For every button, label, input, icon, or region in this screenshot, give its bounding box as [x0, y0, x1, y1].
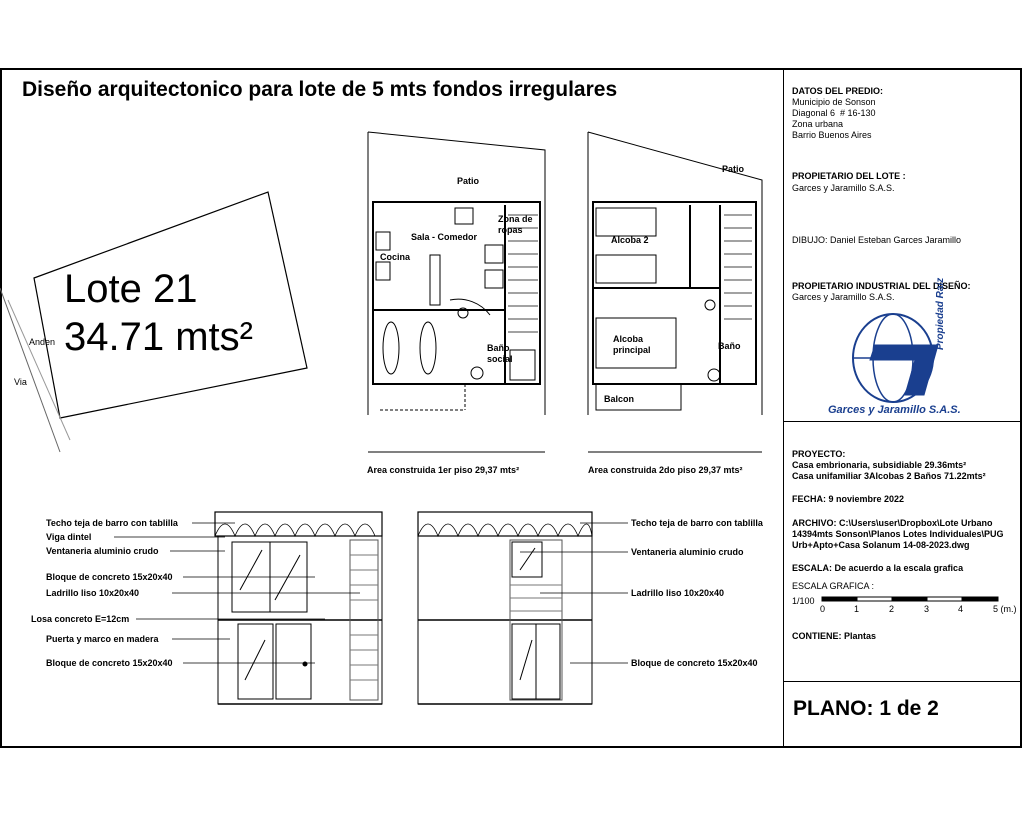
propietario-title: PROPIETARIO DEL LOTE :	[792, 171, 906, 181]
anden-label: Anden	[29, 337, 56, 347]
elev-left-label-8: Bloque de concreto 15x20x40	[46, 658, 173, 668]
proyecto-title: PROYECTO:	[792, 449, 846, 459]
prop-industrial-value: Garces y Jaramillo S.A.S.	[792, 292, 895, 302]
prop-industrial-title: PROPIETARIO INDUSTRIAL DEL DISEÑO:	[792, 281, 971, 291]
logo-company-name: Garces y Jaramillo S.A.S.	[828, 404, 961, 416]
proyecto-line-1: Casa embrionaria, subsidiable 29.36mts²	[792, 460, 967, 470]
logo-vertical-text: Propiedad Raiz	[935, 277, 946, 350]
graphic-scale-bar	[822, 597, 998, 601]
scale-tick-0: 0	[820, 604, 826, 614]
elev-left-label-4: Bloque de concreto 15x20x40	[46, 572, 173, 582]
elev-right-label-2: Ventaneria aluminio crudo	[631, 547, 744, 557]
f1-area-caption: Area construida 1er piso 29,37 mts²	[367, 465, 520, 475]
f2-balcon: Balcon	[604, 394, 635, 404]
company-logo-graphic	[853, 314, 938, 402]
propietario-value: Garces y Jaramillo S.A.S.	[792, 183, 895, 193]
f1-patio: Patio	[457, 176, 480, 186]
archivo-line: ARCHIVO: C:\Users\user\Dropbox\Lote Urbano 14394mts Sonson\Planos Lotes Individuales\PUG Urb+Apto+Casa Solanum 14-08-2023.dwg	[792, 518, 1004, 550]
front-elevation-lines	[215, 512, 382, 704]
datos-title: DATOS DEL PREDIO:	[792, 86, 884, 96]
scale-tick-4: 4	[958, 604, 964, 614]
f2-area-caption: Area construida 2do piso 29,37 mts²	[588, 465, 743, 475]
elev-right-label-3: Ladrillo liso 10x20x40	[631, 588, 725, 598]
floor2-plan-lines	[588, 132, 762, 452]
f1-bano-social: Baño social	[487, 343, 513, 364]
f2-alcoba-principal: Alcoba principal	[613, 334, 651, 355]
sheet-title: Diseño arquitectonico para lote de 5 mts fondos irregulares	[22, 78, 618, 101]
scale-tick-5: 5 (m.)	[993, 604, 1017, 614]
elev-right-label-1: Techo teja de barro con tablilla	[631, 518, 763, 528]
proyecto-line-2: Casa unifamiliar 3Alcobas 2 Baños 71.22mts²	[792, 471, 986, 481]
scale-tick-1: 1	[854, 604, 860, 614]
f2-alcoba2: Alcoba 2	[611, 235, 649, 245]
plano-separator	[784, 681, 1022, 682]
elev-left-label-6: Losa concreto E=12cm	[31, 614, 130, 624]
datos-line-1: Municipio de Sonson	[792, 97, 876, 107]
datos-line-4: Barrio Buenos Aires	[792, 130, 872, 140]
escala-grafica-label: ESCALA GRAFICA :	[792, 581, 875, 591]
f1-zona-ropas: Zona de ropas	[498, 214, 533, 235]
elev-left-label-1: Techo teja de barro con tablilla	[46, 518, 178, 528]
lot-name: Lote 21	[64, 267, 198, 311]
fecha-line: FECHA: 9 noviembre 2022	[792, 494, 905, 504]
elev-left-label-5: Ladrillo liso 10x20x40	[46, 588, 140, 598]
scale-tick-2: 2	[889, 604, 895, 614]
lot-label	[64, 265, 253, 361]
via-label: Via	[14, 377, 27, 387]
escala-ratio: 1/100	[792, 596, 815, 606]
dibujo-line: DIBUJO: Daniel Esteban Garces Jaramillo	[792, 235, 962, 245]
f2-bano: Baño	[718, 341, 741, 351]
title-block-separator	[784, 421, 1022, 422]
elev-left-label-7: Puerta y marco en madera	[46, 634, 159, 644]
elev-left-label-3: Ventaneria aluminio crudo	[46, 546, 159, 556]
elev-left-label-2: Viga dintel	[46, 532, 92, 542]
rear-elevation-lines	[418, 512, 592, 704]
elev-right-label-4: Bloque de concreto 15x20x40	[631, 658, 758, 668]
lot-area: 34.71 mts²	[64, 315, 253, 359]
f1-cocina: Cocina	[380, 252, 411, 262]
f1-sala-comedor: Sala - Comedor	[411, 232, 478, 242]
plano-number: PLANO: 1 de 2	[793, 697, 939, 720]
scale-tick-3: 3	[924, 604, 930, 614]
f2-patio: Patio	[722, 164, 745, 174]
datos-line-3: Zona urbana	[792, 119, 844, 129]
contiene-line: CONTIENE: Plantas	[792, 631, 877, 641]
escala-line: ESCALA: De acuerdo a la escala grafica	[792, 563, 964, 573]
datos-line-2: Diagonal 6 # 16-130	[792, 108, 876, 118]
